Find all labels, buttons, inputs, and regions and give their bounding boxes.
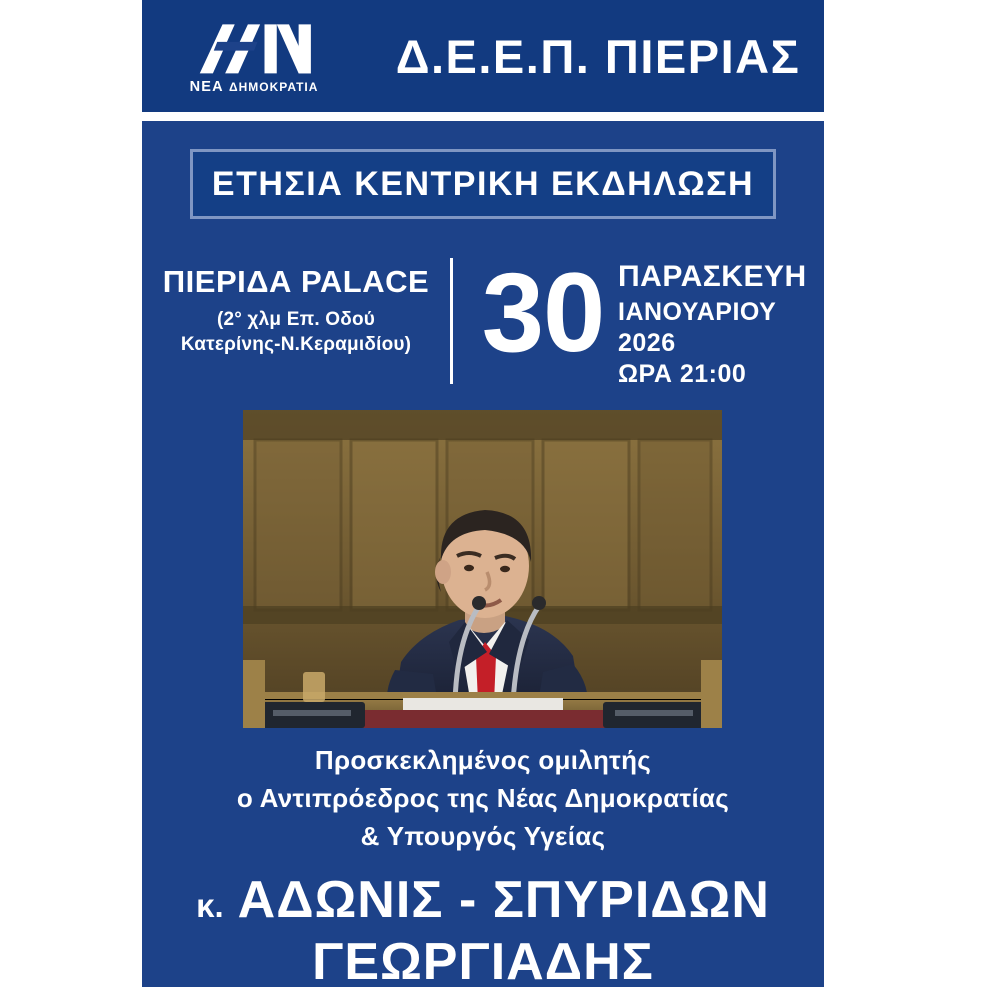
- party-logo-name-second: ΔΗΜΟΚΡΑΤΙΑ: [229, 80, 319, 94]
- date-block: [618, 260, 807, 389]
- poster-header: [142, 0, 824, 112]
- venue-block: [150, 264, 442, 356]
- speaker-intro-line1: Προσκεκλημένος ομιλητής: [314, 745, 652, 775]
- party-logo: [164, 14, 344, 100]
- right-margin: [824, 0, 1001, 987]
- header-underline: [142, 112, 824, 121]
- venue-name: ΠΙΕΡΙΔΑ PALACE: [162, 264, 430, 299]
- event-time: ΩΡΑ 21:00: [618, 360, 747, 388]
- speaker-photo: [243, 410, 722, 728]
- event-day-of-week: ΠΑΡΑΣΚΕΥΗ: [618, 260, 807, 293]
- speaker-info: [142, 745, 824, 992]
- organization-title: Δ.Ε.Ε.Π. ΠΙΕΡΙΑΣ: [395, 29, 801, 83]
- event-month: ΙΑΝΟΥΑΡΙΟΥ: [618, 298, 777, 326]
- speaker-intro-line2: ο Αντιπρόεδρος της Νέας Δημοκρατίας: [236, 783, 730, 813]
- left-margin: [0, 0, 142, 987]
- speaker-first-name: ΑΔΩΝΙΣ - ΣΠΥΡΙΔΩΝ: [237, 871, 770, 929]
- speaker-name-prefix: κ.: [196, 887, 224, 924]
- speaker-intro-line3: & Υπουργός Υγείας: [360, 821, 606, 851]
- party-logo-text: [190, 79, 319, 95]
- speaker-surname: ΓΕΩΡΓΙΑΔΗΣ: [312, 933, 654, 991]
- party-logo-name: ΝΕΑ: [189, 79, 224, 95]
- event-title-box: [190, 149, 776, 219]
- speaker-name-row: [142, 870, 824, 930]
- speaker-photo-illustration: [243, 410, 722, 728]
- vertical-divider: [450, 258, 453, 384]
- venue-address-line2: Κατερίνης-Ν.Κεραμιδίου): [180, 334, 412, 355]
- event-day-number: 30: [481, 250, 605, 375]
- venue-address-line1: (2° χλμ Επ. Οδού: [216, 309, 376, 330]
- event-title: ΕΤΗΣΙΑ ΚΕΝΤΡΙΚΗ ΕΚΔΗΛΩΣΗ: [211, 164, 755, 203]
- event-year: 2026: [618, 329, 676, 357]
- nea-dimokratia-logo-icon: [184, 19, 324, 77]
- venue-date-row: [150, 250, 830, 388]
